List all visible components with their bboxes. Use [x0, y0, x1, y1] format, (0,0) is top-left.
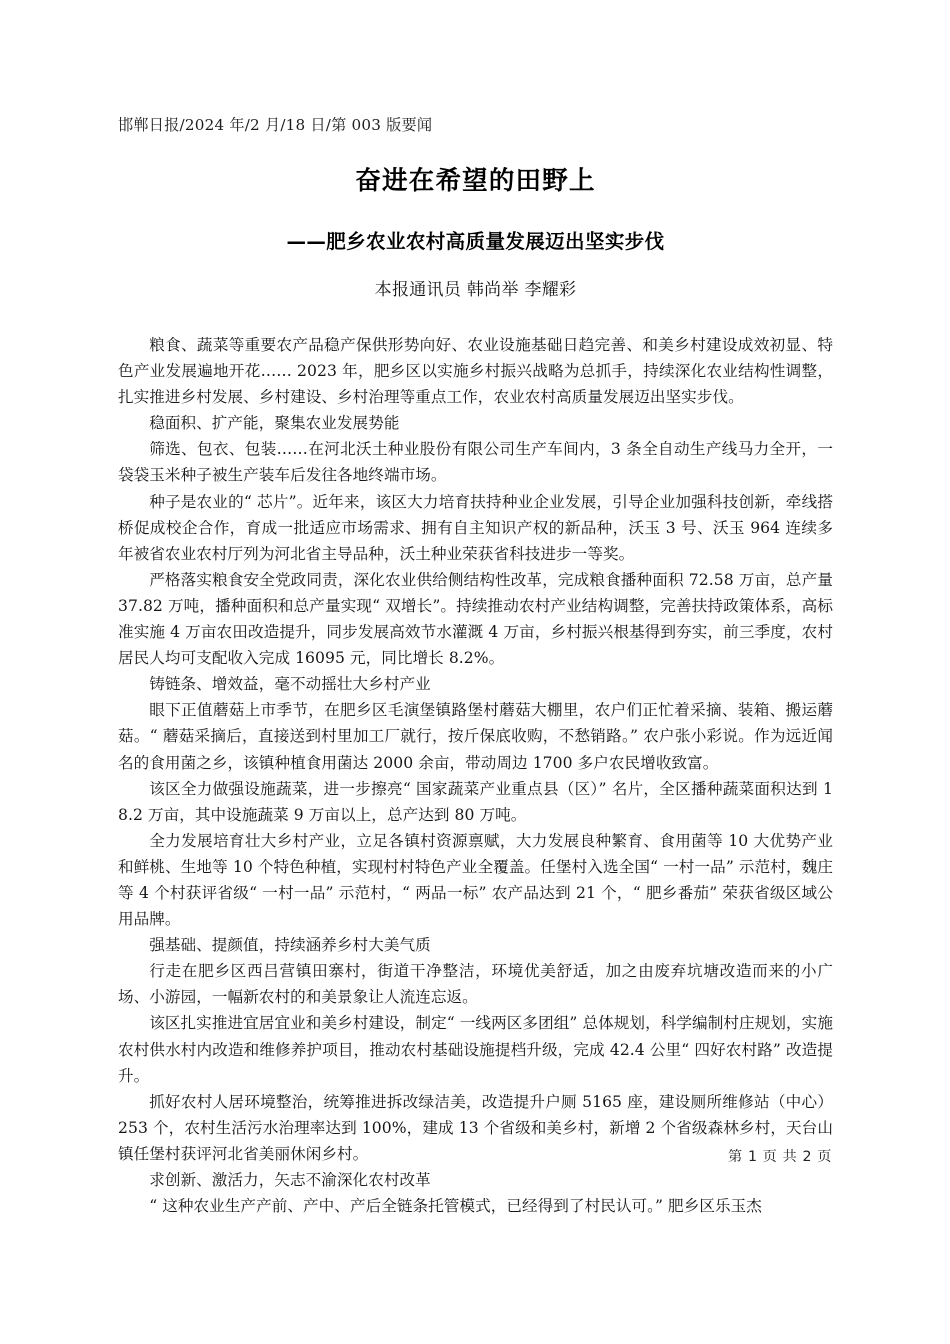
body-paragraph: 该区全力做强设施蔬菜，进一步擦亮“ 国家蔬菜产业重点县（区）” 名片，全区播种蔬菜面积达到 18.2 万亩，其中设施蔬菜 9 万亩以上，总产达到 80 万吨。	[118, 779, 833, 824]
document-content	[118, 112, 833, 1219]
body-paragraph: 眼下正值蘑菇上市季节，在肥乡区毛演堡镇路堡村蘑菇大棚里，农户们正忙着采摘、装箱、搬运蘑菇。“ 蘑菇采摘后，直接送到村里加工厂就行，按斤保底收购，不愁销路。” 农户张小彩说。作为远近闻名的食用菌之乡，该镇种植食用菌达 2000 余亩，带动周边 1700 多户农民增收致富。	[118, 701, 833, 772]
body-paragraph: 铸链条、增效益，毫不动摇壮大乡村产业	[149, 675, 431, 694]
body-paragraph: 稳面积、扩产能，聚集农业发展势能	[149, 414, 400, 433]
body-paragraph: “ 这种农业生产产前、产中、产后全链条托管模式，已经得到了村民认可。” 肥乡区乐玉杰	[149, 1197, 762, 1216]
article-subheadline: ——肥乡农业农村高质量发展迈出坚实步伐	[286, 230, 665, 253]
body-paragraph: 种子是农业的“ 芯片”。近年来，该区大力培育扶持种业企业发展，引导企业加强科技创新，牵线搭桥促成校企合作，育成一批适应市场需求、拥有自主知识产权的新品种，沃玉 3 号、沃玉 964 连续多年被省农业农村厅列为河北省主导品种，沃土种业荣获省科技进步一等奖。	[118, 492, 833, 563]
body-paragraph: 强基础、提颜值，持续涵养乡村大美气质	[149, 936, 431, 955]
article-body	[118, 332, 833, 1219]
article-headline: 奋进在希望的田野上	[355, 166, 596, 196]
headline-block	[118, 164, 833, 303]
body-paragraph: 筛选、包衣、包装……在河北沃土种业股份有限公司生产车间内，3 条全自动生产线马力全开，一袋袋玉米种子被生产装车后发往各地终端市场。	[118, 440, 833, 485]
body-paragraph: 求创新、激活力，矢志不渝深化农村改革	[149, 1171, 431, 1189]
body-paragraph: 该区扎实推进宜居宜业和美乡村建设，制定“ 一线两区多团组” 总体规划，科学编制村庄规划，实施农村供水村内改造和维修养护项目，推动农村基础设施提档升级，完成 42.4 公里“ 四好农村路” 改造提升。	[118, 1014, 833, 1085]
body-paragraph: 严格落实粮食安全党政同责，深化农业供给侧结构性改革，完成粮食播种面积 72.58 万亩，总产量 37.82 万吨，播种面积和总产量实现“ 双增长”。持续推动农村产业结构调整，完善扶持政策体系，高标准实施 4 万亩农田改造提升，同步发展高效节水灌溉 4 万亩，乡村振兴根基得到夯实，前三季度，农村居民人均可支配收入完成 16095 元，同比增长 8.2%。	[118, 570, 833, 668]
publication-source-line: 邯郸日报/2024 年/2 月/18 日/第 003 版要闻	[118, 116, 433, 134]
article-byline: 本报通讯员 韩尚举 李耀彩	[374, 280, 577, 300]
body-paragraph: 抓好农村人居环境整治，统筹推进拆改绿洁美，改造提升户厕 5165 座，建设厕所维修站（中心）253 个，农村生活污水治理率达到 100%，建成 13 个省级和美乡村，新增 2 个省级森林乡村，天台山镇任堡村获评河北省美丽休闲乡村。	[118, 1092, 833, 1163]
page-footer: 第 1 页 共 2 页	[728, 1149, 832, 1165]
body-paragraph: 行走在肥乡区西吕营镇田寨村，街道干净整洁，环境优美舒适，加之由废弃坑塘改造而来的小广场、小游园，一幅新农村的和美景象让人流连忘返。	[118, 962, 833, 1007]
body-paragraph: 全力发展培育壮大乡村产业，立足各镇村资源禀赋，大力发展良种繁育、食用菌等 10 大优势产业和鲜桃、生地等 10 个特色种植，实现村村特色产业全覆盖。任堡村入选全国“ 一村一品” 示范村，魏庄等 4 个村获评省级“ 一村一品” 示范村，“ 两品一标” 农产品达到 21 个，“ 肥乡番茄” 荣获省级区域公用品牌。	[118, 831, 833, 929]
body-paragraph: 粮食、蔬菜等重要农产品稳产保供形势向好、农业设施基础日趋完善、和美乡村建设成效初显、特色产业发展遍地开花…… 2023 年，肥乡区以实施乡村振兴战略为总抓手，持续深化农业结构性调整，扎实推进乡村发展、乡村建设、乡村治理等重点工作，农业农村高质量发展迈出坚实步伐。	[118, 336, 833, 407]
